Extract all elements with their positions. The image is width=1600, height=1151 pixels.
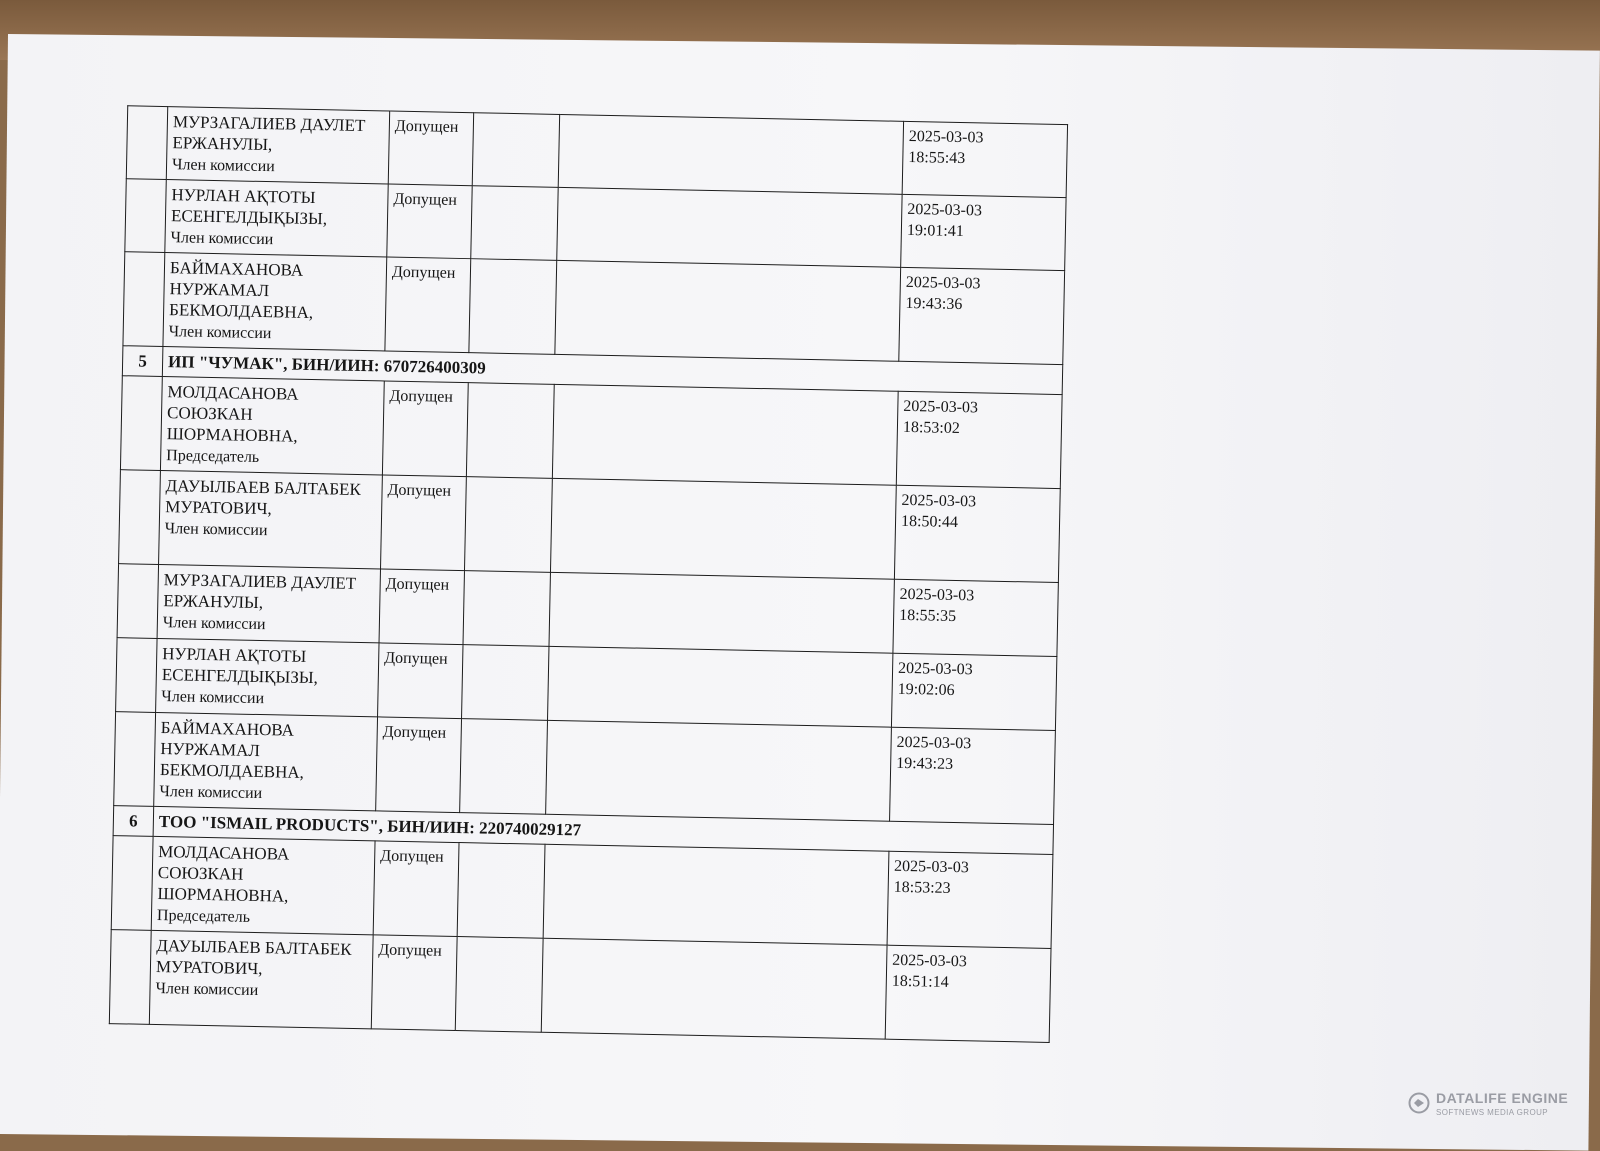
member-role: Член комиссии bbox=[161, 688, 265, 708]
datalife-logo-icon bbox=[1408, 1092, 1430, 1114]
empty-cell bbox=[472, 113, 559, 188]
member-cell bbox=[159, 470, 383, 568]
number-cell bbox=[126, 106, 167, 180]
member-role: Председатель bbox=[156, 907, 251, 926]
member-cell bbox=[166, 107, 389, 184]
member-role: Член комиссии bbox=[159, 783, 263, 803]
timestamp-cell bbox=[885, 945, 1051, 1042]
status-cell: Допущен bbox=[373, 841, 459, 937]
empty-cell bbox=[471, 186, 558, 261]
status-cell: Допущен bbox=[378, 643, 463, 719]
empty-cell bbox=[557, 187, 902, 267]
timestamp-date: 2025-03-03 bbox=[899, 585, 975, 605]
timestamp-date: 2025-03-03 bbox=[901, 491, 977, 511]
number-cell bbox=[109, 930, 151, 1025]
timestamp-time: 18:53:23 bbox=[893, 878, 951, 897]
timestamp-date: 2025-03-03 bbox=[903, 397, 979, 417]
empty-cell bbox=[552, 384, 898, 485]
timestamp-cell bbox=[894, 485, 1060, 582]
timestamp-time: 18:55:43 bbox=[908, 148, 966, 168]
member-cell bbox=[149, 930, 373, 1028]
timestamp-cell bbox=[887, 851, 1053, 948]
empty-cell bbox=[555, 260, 901, 361]
number-cell bbox=[114, 712, 156, 807]
member-cell bbox=[160, 377, 384, 475]
group-number: 6 bbox=[113, 806, 154, 837]
timestamp-cell bbox=[891, 653, 1056, 730]
member-cell bbox=[163, 253, 387, 351]
member-cell bbox=[156, 638, 379, 716]
timestamp-time: 18:51:14 bbox=[891, 972, 949, 991]
empty-cell bbox=[546, 720, 892, 821]
number-cell bbox=[119, 470, 161, 565]
group-title: ТОО "ISMAIL PRODUCTS", БИН/ИИН: 220740029127 bbox=[153, 806, 1053, 854]
member-name: БАЙМАХАНОВА НУРЖАМАЛ БЕКМОЛДАЕВНА, bbox=[168, 258, 314, 323]
member-cell bbox=[151, 836, 375, 934]
member-role: Член комиссии bbox=[170, 229, 274, 249]
number-cell bbox=[120, 376, 162, 471]
timestamp-time: 18:55:35 bbox=[899, 606, 957, 625]
document-page bbox=[109, 105, 1067, 1043]
empty-cell bbox=[462, 645, 549, 721]
group-title: ИП "ЧУМАК", БИН/ИИН: 670726400309 bbox=[162, 347, 1062, 395]
number-cell bbox=[123, 252, 165, 347]
member-role: Член комиссии bbox=[162, 614, 266, 634]
timestamp-date: 2025-03-03 bbox=[905, 273, 981, 293]
timestamp-cell bbox=[902, 121, 1067, 197]
member-cell bbox=[165, 180, 388, 257]
empty-cell bbox=[466, 383, 554, 479]
member-role: Член комиссии bbox=[155, 979, 259, 1000]
timestamp-date: 2025-03-03 bbox=[908, 127, 984, 147]
empty-cell bbox=[550, 478, 896, 579]
timestamp-date: 2025-03-03 bbox=[896, 733, 972, 753]
member-role: Председатель bbox=[166, 447, 260, 466]
number-cell bbox=[117, 564, 158, 639]
status-cell: Допущен bbox=[387, 184, 472, 259]
empty-cell bbox=[549, 572, 894, 653]
protocol-table bbox=[109, 105, 1068, 1043]
timestamp-cell bbox=[893, 579, 1058, 656]
member-name: НУРЛАН АҚТОТЫ ЕСЕНГЕЛДЫҚЫЗЫ, bbox=[161, 644, 319, 688]
watermark bbox=[1408, 1090, 1588, 1124]
member-role: Член комиссии bbox=[168, 323, 272, 343]
timestamp-date: 2025-03-03 bbox=[892, 951, 968, 971]
timestamp-date: 2025-03-03 bbox=[897, 659, 973, 679]
timestamp-time: 19:01:41 bbox=[906, 221, 964, 241]
empty-cell bbox=[541, 938, 887, 1039]
paper-sheet bbox=[0, 34, 1600, 1151]
group-number: 5 bbox=[122, 346, 163, 377]
timestamp-cell bbox=[899, 267, 1065, 364]
member-name: МУРЗАГАЛИЕВ ДАУЛЕТ ЕРЖАНУЛЫ, bbox=[163, 570, 357, 613]
timestamp-time: 19:43:36 bbox=[905, 294, 963, 314]
member-cell bbox=[154, 712, 378, 810]
timestamp-cell bbox=[890, 727, 1056, 824]
timestamp-cell bbox=[901, 194, 1066, 270]
empty-cell bbox=[464, 477, 552, 573]
status-cell: Допущен bbox=[381, 475, 467, 571]
timestamp-date: 2025-03-03 bbox=[893, 857, 969, 877]
member-name: МУРЗАГАЛИЕВ ДАУЛЕТ ЕРЖАНУЛЫ, bbox=[172, 112, 366, 155]
empty-cell bbox=[469, 259, 557, 355]
status-cell: Допущен bbox=[379, 569, 464, 645]
member-name: ДАУЫЛБАЕВ БАЛТАБЕК МУРАТОВИЧ, bbox=[165, 476, 361, 519]
empty-cell bbox=[455, 937, 543, 1033]
empty-cell bbox=[463, 571, 550, 647]
member-name: НУРЛАН АҚТОТЫ ЕСЕНГЕЛДЫҚЫЗЫ, bbox=[170, 185, 328, 229]
watermark-subtitle: SOFTNEWS MEDIA GROUP bbox=[1436, 1108, 1549, 1117]
member-name: МОЛДАСАНОВА СОЮЗКАН ШОРМАНОВНА, bbox=[157, 842, 290, 906]
status-cell: Допущен bbox=[382, 381, 468, 477]
watermark-title: DATALIFE ENGINE bbox=[1436, 1090, 1569, 1106]
number-cell bbox=[116, 638, 157, 713]
timestamp-cell bbox=[896, 391, 1062, 488]
empty-cell bbox=[457, 843, 545, 939]
timestamp-time: 18:50:44 bbox=[900, 512, 959, 532]
member-cell bbox=[157, 564, 380, 642]
member-name: МОЛДАСАНОВА СОЮЗКАН ШОРМАНОВНА, bbox=[166, 382, 299, 446]
member-name: ДАУЫЛБАЕВ БАЛТАБЕК МУРАТОВИЧ, bbox=[155, 936, 352, 979]
number-cell bbox=[111, 836, 153, 931]
empty-cell bbox=[460, 719, 548, 815]
status-cell: Допущен bbox=[371, 935, 457, 1031]
empty-cell bbox=[548, 646, 893, 727]
status-cell: Допущен bbox=[385, 257, 471, 353]
member-role: Член комиссии bbox=[164, 520, 268, 540]
status-cell: Допущен bbox=[388, 111, 473, 186]
member-name: БАЙМАХАНОВА НУРЖАМАЛ БЕКМОЛДАЕВНА, bbox=[159, 718, 305, 782]
empty-cell bbox=[558, 114, 903, 194]
timestamp-time: 18:53:02 bbox=[902, 418, 961, 438]
status-cell: Допущен bbox=[376, 717, 462, 813]
timestamp-time: 19:02:06 bbox=[897, 680, 955, 699]
member-row bbox=[109, 930, 1051, 1043]
member-role: Член комиссии bbox=[171, 156, 275, 176]
empty-cell bbox=[543, 844, 889, 945]
timestamp-date: 2025-03-03 bbox=[907, 200, 983, 220]
number-cell bbox=[125, 179, 166, 253]
timestamp-time: 19:43:23 bbox=[896, 754, 954, 773]
protocol-table-body bbox=[109, 106, 1067, 1043]
